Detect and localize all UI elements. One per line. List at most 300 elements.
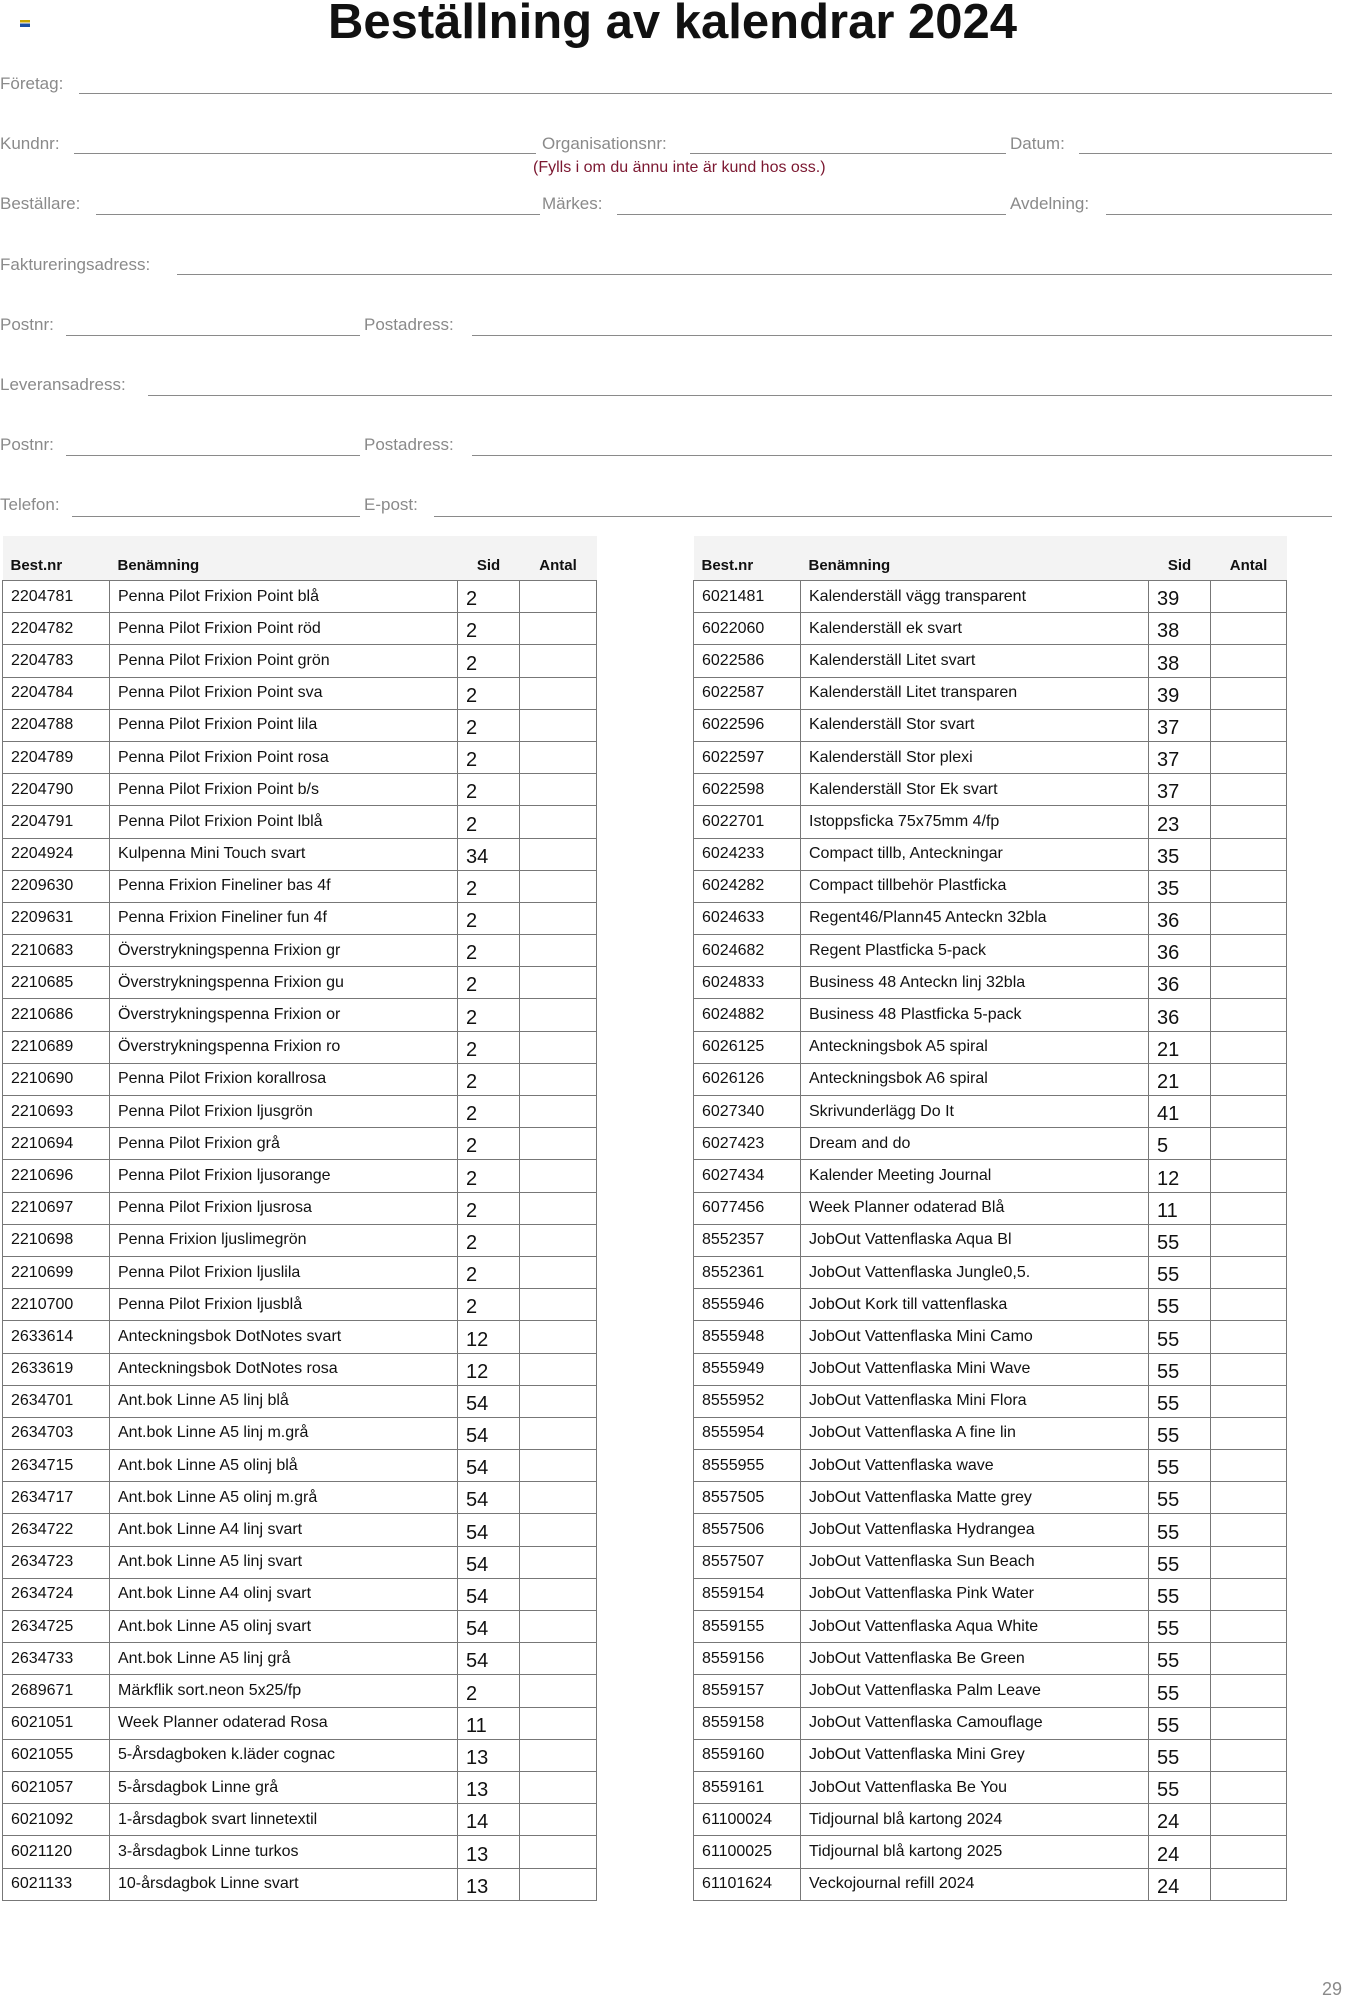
cell-benamning: JobOut Vattenflaska Sun Beach — [801, 1546, 1149, 1578]
cell-benamning: Penna Pilot Frixion Point b/s — [110, 774, 458, 806]
cell-sid: 55 — [1149, 1546, 1211, 1578]
col-header-name: Benämning — [110, 536, 458, 581]
cell-sid: 2 — [458, 1096, 520, 1128]
cell-benamning: Kalenderställ vägg transparent — [801, 581, 1149, 613]
table-row — [3, 677, 597, 709]
cell-sid: 55 — [1149, 1482, 1211, 1514]
table-row — [694, 1482, 1287, 1514]
cell-benamning: Märkflik sort.neon 5x25/fp — [110, 1675, 458, 1707]
cell-sid: 2 — [458, 1675, 520, 1707]
table-row — [3, 1675, 597, 1707]
cell-benamning: Kalenderställ Litet svart — [801, 645, 1149, 677]
antal-input[interactable] — [1211, 1128, 1287, 1160]
table-row — [694, 1031, 1287, 1063]
cell-benamning: Kalenderställ Stor svart — [801, 709, 1149, 741]
antal-input[interactable] — [1211, 806, 1287, 838]
cell-sid: 54 — [458, 1417, 520, 1449]
table-row — [694, 1256, 1287, 1288]
table-row — [3, 1160, 597, 1192]
antal-input[interactable] — [1211, 1192, 1287, 1224]
cell-sid: 36 — [1149, 967, 1211, 999]
cell-best-nr: 8559154 — [694, 1578, 801, 1610]
cell-best-nr: 2209630 — [3, 870, 110, 902]
cell-sid: 55 — [1149, 1514, 1211, 1546]
cell-sid: 2 — [458, 774, 520, 806]
leveransadress-field[interactable] — [148, 395, 1332, 396]
antal-input[interactable] — [520, 1096, 597, 1128]
cell-sid: 55 — [1149, 1611, 1211, 1643]
cell-benamning: Penna Pilot Frixion ljusgrön — [110, 1096, 458, 1128]
cell-benamning: Compact tillb, Anteckningar — [801, 838, 1149, 870]
table-row — [3, 1739, 597, 1771]
cell-benamning: JobOut Vattenflaska Pink Water — [801, 1578, 1149, 1610]
organisationsnr-field[interactable] — [690, 153, 1006, 154]
cell-sid: 24 — [1149, 1836, 1211, 1868]
table-row — [694, 1289, 1287, 1321]
cell-best-nr: 6022060 — [694, 613, 801, 645]
table-row — [694, 870, 1287, 902]
antal-input[interactable] — [520, 1707, 597, 1739]
cell-sid: 37 — [1149, 709, 1211, 741]
table-row — [694, 1707, 1287, 1739]
antal-input[interactable] — [1211, 902, 1287, 934]
cell-best-nr: 2204790 — [3, 774, 110, 806]
antal-input[interactable] — [1211, 935, 1287, 967]
cell-benamning: Anteckningsbok A5 spiral — [801, 1031, 1149, 1063]
cell-best-nr: 2204784 — [3, 677, 110, 709]
antal-input[interactable] — [1211, 1836, 1287, 1868]
antal-input[interactable] — [520, 1160, 597, 1192]
cell-best-nr: 8559155 — [694, 1611, 801, 1643]
cell-sid: 38 — [1149, 613, 1211, 645]
antal-input[interactable] — [1211, 1096, 1287, 1128]
antal-input[interactable] — [1211, 1578, 1287, 1610]
cell-benamning: 5-årsdagbok Linne grå — [110, 1771, 458, 1803]
cell-sid: 54 — [458, 1578, 520, 1610]
table-row — [3, 581, 597, 613]
cell-benamning: JobOut Vattenflaska Mini Camo — [801, 1321, 1149, 1353]
cell-best-nr: 6021051 — [3, 1707, 110, 1739]
cell-benamning: Ant.bok Linne A4 olinj svart — [110, 1578, 458, 1610]
antal-input[interactable] — [1211, 1256, 1287, 1288]
antal-input[interactable] — [520, 806, 597, 838]
cell-best-nr: 2634733 — [3, 1643, 110, 1675]
cell-sid: 55 — [1149, 1739, 1211, 1771]
antal-input[interactable] — [520, 838, 597, 870]
antal-input[interactable] — [1211, 1160, 1287, 1192]
antal-input[interactable] — [520, 1546, 597, 1578]
antal-input[interactable] — [520, 1868, 597, 1900]
cell-benamning: 1-årsdagbok svart linnetextil — [110, 1804, 458, 1836]
table-row — [3, 1417, 597, 1449]
cell-best-nr: 6021092 — [3, 1804, 110, 1836]
cell-sid: 54 — [458, 1643, 520, 1675]
antal-input[interactable] — [520, 1804, 597, 1836]
cell-best-nr: 2204781 — [3, 581, 110, 613]
cell-sid: 54 — [458, 1611, 520, 1643]
cell-best-nr: 6026126 — [694, 1063, 801, 1095]
antal-input[interactable] — [1211, 1611, 1287, 1643]
antal-input[interactable] — [520, 709, 597, 741]
cell-best-nr: 2634701 — [3, 1385, 110, 1417]
cell-benamning: JobOut Vattenflaska Mini Flora — [801, 1385, 1149, 1417]
antal-input[interactable] — [520, 1675, 597, 1707]
markes-label: Märkes: — [542, 194, 603, 213]
antal-input[interactable] — [1211, 1063, 1287, 1095]
telefon-field[interactable] — [72, 516, 360, 517]
antal-input[interactable] — [520, 1192, 597, 1224]
antal-input[interactable] — [520, 1514, 597, 1546]
table-row — [694, 1739, 1287, 1771]
cell-sid: 2 — [458, 999, 520, 1031]
table-row — [3, 613, 597, 645]
cell-sid: 55 — [1149, 1385, 1211, 1417]
table-row — [694, 1385, 1287, 1417]
cell-benamning: JobOut Vattenflaska Aqua White — [801, 1611, 1149, 1643]
antal-input[interactable] — [520, 1063, 597, 1095]
cell-best-nr: 8555954 — [694, 1417, 801, 1449]
antal-input[interactable] — [520, 902, 597, 934]
cell-best-nr: 2634724 — [3, 1578, 110, 1610]
table-row — [694, 1514, 1287, 1546]
table-row — [694, 1417, 1287, 1449]
antal-input[interactable] — [1211, 1868, 1287, 1900]
cell-sid: 13 — [458, 1771, 520, 1803]
kundnr-field[interactable] — [74, 153, 536, 154]
table-row — [694, 645, 1287, 677]
antal-input[interactable] — [1211, 709, 1287, 741]
cell-sid: 36 — [1149, 935, 1211, 967]
antal-input[interactable] — [520, 1417, 597, 1449]
table-row — [3, 1063, 597, 1095]
antal-input[interactable] — [520, 1643, 597, 1675]
cell-best-nr: 2210683 — [3, 935, 110, 967]
table-row — [694, 1096, 1287, 1128]
cell-best-nr: 2210699 — [3, 1256, 110, 1288]
cell-benamning: Regent Plastficka 5-pack — [801, 935, 1149, 967]
table-row — [694, 1578, 1287, 1610]
table-row — [694, 677, 1287, 709]
epost-field[interactable] — [434, 516, 1332, 517]
cell-best-nr: 8555946 — [694, 1289, 801, 1321]
cell-benamning: 5-Årsdagboken k.läder cognac — [110, 1739, 458, 1771]
antal-input[interactable] — [520, 1771, 597, 1803]
cell-sid: 2 — [458, 1192, 520, 1224]
cell-sid: 13 — [458, 1836, 520, 1868]
cell-best-nr: 2210693 — [3, 1096, 110, 1128]
cell-sid: 36 — [1149, 902, 1211, 934]
antal-input[interactable] — [1211, 999, 1287, 1031]
antal-input[interactable] — [1211, 1739, 1287, 1771]
antal-input[interactable] — [520, 1289, 597, 1321]
cell-sid: 2 — [458, 613, 520, 645]
cell-sid: 38 — [1149, 645, 1211, 677]
antal-input[interactable] — [1211, 1031, 1287, 1063]
cell-sid: 55 — [1149, 1224, 1211, 1256]
cell-sid: 2 — [458, 645, 520, 677]
cell-sid: 11 — [458, 1707, 520, 1739]
cell-benamning: JobOut Vattenflaska Mini Grey — [801, 1739, 1149, 1771]
cell-benamning: 10-årsdagbok Linne svart — [110, 1868, 458, 1900]
table-row — [3, 1836, 597, 1868]
col-header-nr: Best.nr — [694, 536, 801, 581]
cell-sid: 37 — [1149, 741, 1211, 773]
table-row — [3, 1611, 597, 1643]
cell-best-nr: 61100024 — [694, 1804, 801, 1836]
cell-best-nr: 8555948 — [694, 1321, 801, 1353]
cell-best-nr: 6021057 — [3, 1771, 110, 1803]
antal-input[interactable] — [520, 1256, 597, 1288]
cell-benamning: Kalenderställ ek svart — [801, 613, 1149, 645]
cell-benamning: Penna Pilot Frixion Point sva — [110, 677, 458, 709]
antal-input[interactable] — [520, 1385, 597, 1417]
antal-input[interactable] — [1211, 1353, 1287, 1385]
cell-best-nr: 2634722 — [3, 1514, 110, 1546]
table-row — [3, 1450, 597, 1482]
postadress-field[interactable] — [472, 335, 1332, 336]
cell-benamning: Business 48 Plastficka 5-pack — [801, 999, 1149, 1031]
cell-sid: 34 — [458, 838, 520, 870]
antal-input[interactable] — [1211, 645, 1287, 677]
antal-input[interactable] — [520, 1224, 597, 1256]
table-row — [3, 999, 597, 1031]
table-row — [694, 1353, 1287, 1385]
antal-input[interactable] — [520, 967, 597, 999]
antal-input[interactable] — [1211, 1482, 1287, 1514]
faktureringsadress-label: Faktureringsadress: — [0, 255, 151, 274]
cell-sid: 2 — [458, 581, 520, 613]
cell-benamning: Penna Pilot Frixion ljusorange — [110, 1160, 458, 1192]
table-row — [3, 1224, 597, 1256]
cell-sid: 55 — [1149, 1289, 1211, 1321]
antal-input[interactable] — [520, 741, 597, 773]
cell-sid: 2 — [458, 1256, 520, 1288]
cell-best-nr: 2204789 — [3, 741, 110, 773]
antal-input[interactable] — [520, 1128, 597, 1160]
bestallare-field[interactable] — [96, 214, 540, 215]
antal-input[interactable] — [520, 1482, 597, 1514]
cell-best-nr: 6022701 — [694, 806, 801, 838]
table-row — [3, 1578, 597, 1610]
cell-benamning: Kalenderställ Stor Ek svart — [801, 774, 1149, 806]
cell-sid: 24 — [1149, 1804, 1211, 1836]
antal-input[interactable] — [520, 935, 597, 967]
cell-best-nr: 8557505 — [694, 1482, 801, 1514]
table-row — [3, 1192, 597, 1224]
cell-best-nr: 8555949 — [694, 1353, 801, 1385]
antal-input[interactable] — [520, 1353, 597, 1385]
antal-input[interactable] — [1211, 1804, 1287, 1836]
cell-sid: 23 — [1149, 806, 1211, 838]
cell-sid: 2 — [458, 1031, 520, 1063]
antal-input[interactable] — [1211, 613, 1287, 645]
cell-best-nr: 2210689 — [3, 1031, 110, 1063]
antal-input[interactable] — [1211, 1707, 1287, 1739]
cell-benamning: JobOut Vattenflaska Mini Wave — [801, 1353, 1149, 1385]
cell-best-nr: 2209631 — [3, 902, 110, 934]
cell-best-nr: 61100025 — [694, 1836, 801, 1868]
cell-best-nr: 6077456 — [694, 1192, 801, 1224]
table-row — [3, 1514, 597, 1546]
cell-best-nr: 2210697 — [3, 1192, 110, 1224]
antal-input[interactable] — [1211, 1289, 1287, 1321]
cell-sid: 2 — [458, 709, 520, 741]
bestallare-label: Beställare: — [0, 194, 81, 213]
antal-input[interactable] — [520, 1611, 597, 1643]
cell-sid: 55 — [1149, 1707, 1211, 1739]
postadress-field[interactable] — [472, 455, 1332, 456]
cell-best-nr: 6027423 — [694, 1128, 801, 1160]
table-row — [694, 1224, 1287, 1256]
cell-benamning: JobOut Vattenflaska Camouflage — [801, 1707, 1149, 1739]
antal-input[interactable] — [520, 677, 597, 709]
cell-benamning: Week Planner odaterad Blå — [801, 1192, 1149, 1224]
cell-best-nr: 6022596 — [694, 709, 801, 741]
table-row — [3, 1256, 597, 1288]
faktureringsadress-field[interactable] — [177, 274, 1332, 275]
cell-benamning: Skrivunderlägg Do It — [801, 1096, 1149, 1128]
cell-sid: 54 — [458, 1385, 520, 1417]
antal-input[interactable] — [520, 581, 597, 613]
antal-input[interactable] — [1211, 870, 1287, 902]
col-header-sid: Sid — [1149, 536, 1211, 581]
table-row — [3, 870, 597, 902]
cell-benamning: Penna Pilot Frixion ljusblå — [110, 1289, 458, 1321]
postnr-label: Postnr: — [0, 315, 54, 334]
cell-benamning: Penna Frixion Fineliner fun 4f — [110, 902, 458, 934]
cell-sid: 2 — [458, 1128, 520, 1160]
antal-input[interactable] — [520, 1450, 597, 1482]
antal-input[interactable] — [1211, 1321, 1287, 1353]
cell-sid: 55 — [1149, 1771, 1211, 1803]
table-row — [3, 1482, 597, 1514]
page-number: 29 — [1321, 1979, 1342, 1999]
cell-benamning: Överstrykningspenna Frixion ro — [110, 1031, 458, 1063]
cell-best-nr: 6024633 — [694, 902, 801, 934]
avdelning-field[interactable] — [1106, 214, 1332, 215]
antal-input[interactable] — [520, 999, 597, 1031]
customer-note: (Fylls i om du ännu inte är kund hos oss.) — [533, 159, 826, 176]
table-row — [694, 999, 1287, 1031]
col-header-antal: Antal — [520, 536, 597, 581]
table-row — [3, 902, 597, 934]
table-row — [694, 1128, 1287, 1160]
markes-field[interactable] — [617, 214, 1006, 215]
antal-input[interactable] — [1211, 741, 1287, 773]
col-header-sid: Sid — [458, 536, 520, 581]
cell-benamning: Compact tillbehör Plastficka — [801, 870, 1149, 902]
cell-sid: 39 — [1149, 581, 1211, 613]
antal-input[interactable] — [520, 645, 597, 677]
antal-input[interactable] — [520, 774, 597, 806]
postnr-field[interactable] — [66, 455, 360, 456]
cell-best-nr: 6027340 — [694, 1096, 801, 1128]
page-title: Beställning av kalendrar 2024 — [327, 0, 1018, 49]
cell-best-nr: 6024882 — [694, 999, 801, 1031]
table-row — [694, 1675, 1287, 1707]
cell-best-nr: 2633619 — [3, 1353, 110, 1385]
epost-label: E-post: — [364, 495, 418, 514]
antal-input[interactable] — [1211, 1771, 1287, 1803]
antal-input[interactable] — [1211, 1643, 1287, 1675]
cell-benamning: Penna Pilot Frixion Point lblå — [110, 806, 458, 838]
cell-sid: 54 — [458, 1514, 520, 1546]
antal-input[interactable] — [520, 1739, 597, 1771]
cell-best-nr: 6024282 — [694, 870, 801, 902]
cell-benamning: JobOut Vattenflaska Palm Leave — [801, 1675, 1149, 1707]
cell-sid: 12 — [458, 1321, 520, 1353]
cell-best-nr: 2634723 — [3, 1546, 110, 1578]
cell-best-nr: 8552357 — [694, 1224, 801, 1256]
table-row — [3, 838, 597, 870]
cell-sid: 54 — [458, 1450, 520, 1482]
cell-sid: 2 — [458, 741, 520, 773]
antal-input[interactable] — [520, 1578, 597, 1610]
antal-input[interactable] — [520, 613, 597, 645]
cell-sid: 55 — [1149, 1321, 1211, 1353]
cell-benamning: Ant.bok Linne A5 linj blå — [110, 1385, 458, 1417]
cell-best-nr: 8559161 — [694, 1771, 801, 1803]
foretag-field[interactable] — [79, 93, 1332, 94]
cell-best-nr: 8559157 — [694, 1675, 801, 1707]
cell-benamning: Penna Pilot Frixion Point grön — [110, 645, 458, 677]
antal-input[interactable] — [1211, 1450, 1287, 1482]
antal-input[interactable] — [1211, 1546, 1287, 1578]
cell-benamning: Penna Frixion ljuslimegrön — [110, 1224, 458, 1256]
cell-best-nr: 6024682 — [694, 935, 801, 967]
antal-input[interactable] — [1211, 838, 1287, 870]
datum-field[interactable] — [1079, 153, 1332, 154]
antal-input[interactable] — [520, 1031, 597, 1063]
cell-sid: 55 — [1149, 1450, 1211, 1482]
antal-input[interactable] — [1211, 1385, 1287, 1417]
antal-input[interactable] — [1211, 1675, 1287, 1707]
cell-best-nr: 2634703 — [3, 1417, 110, 1449]
cell-sid: 54 — [458, 1546, 520, 1578]
antal-input[interactable] — [1211, 1514, 1287, 1546]
antal-input[interactable] — [1211, 677, 1287, 709]
avdelning-label: Avdelning: — [1010, 194, 1090, 213]
antal-input[interactable] — [1211, 581, 1287, 613]
antal-input[interactable] — [1211, 1417, 1287, 1449]
table-row — [694, 838, 1287, 870]
cell-sid: 55 — [1149, 1417, 1211, 1449]
table-row — [3, 1643, 597, 1675]
col-header-antal: Antal — [1211, 536, 1287, 581]
cell-sid: 2 — [458, 902, 520, 934]
cell-sid: 55 — [1149, 1256, 1211, 1288]
cell-sid: 5 — [1149, 1128, 1211, 1160]
cell-best-nr: 2634717 — [3, 1482, 110, 1514]
antal-input[interactable] — [1211, 774, 1287, 806]
table-row — [3, 1289, 597, 1321]
cell-benamning: JobOut Vattenflaska Hydrangea — [801, 1514, 1149, 1546]
postadress-label: Postadress: — [364, 315, 454, 334]
cell-sid: 2 — [458, 677, 520, 709]
cell-benamning: Penna Pilot Frixion Point blå — [110, 581, 458, 613]
cell-benamning: Penna Pilot Frixion korallrosa — [110, 1063, 458, 1095]
table-row — [3, 935, 597, 967]
postnr-field[interactable] — [66, 335, 360, 336]
antal-input[interactable] — [1211, 967, 1287, 999]
antal-input[interactable] — [1211, 1224, 1287, 1256]
antal-input[interactable] — [520, 1321, 597, 1353]
antal-input[interactable] — [520, 870, 597, 902]
cell-benamning: Överstrykningspenna Frixion gr — [110, 935, 458, 967]
antal-input[interactable] — [520, 1836, 597, 1868]
cell-sid: 12 — [458, 1353, 520, 1385]
cell-best-nr: 2204782 — [3, 613, 110, 645]
